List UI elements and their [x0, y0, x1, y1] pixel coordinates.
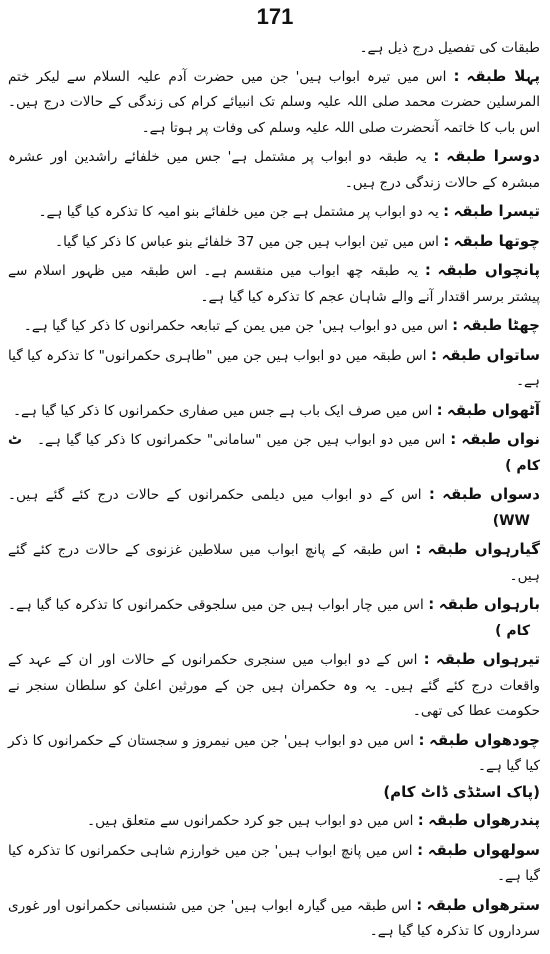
tabaqa-label: گیارہواں طبقہ: [427, 540, 541, 558]
tabaqa-label: چوتھا طبقہ: [453, 231, 540, 250]
label-separator: :: [418, 730, 425, 749]
watermark-text: WW): [492, 512, 530, 529]
tabaqa-text: اس میں دو ابواب ہیں' جن میں نیمروز و سجستان کے حکمرانوں کا ذکر کیا گیا ہے۔: [8, 732, 540, 774]
tabaqa-label: تیرہواں طبقہ: [435, 650, 540, 668]
tabaqa-paragraph: [8, 893, 540, 945]
label-separator: :: [428, 485, 435, 503]
label-separator: :: [443, 231, 450, 250]
label-separator: :: [453, 66, 460, 85]
tabaqa-paragraph: [8, 398, 540, 425]
tabaqa-label: دوسرا طبقہ: [446, 147, 540, 165]
watermark-text: کام ): [495, 622, 530, 639]
tabaqa-paragraph: [8, 482, 540, 534]
tabaqa-text: اس میں دو ابواب ہیں جن میں "سامانی" حکمرانوں کا ذکر کیا گیا ہے۔: [37, 432, 446, 448]
tabaqa-label: چھٹا طبقہ: [462, 316, 540, 334]
tabaqa-label: سترھواں طبقہ: [426, 895, 540, 914]
tabaqa-paragraph: [8, 343, 540, 395]
tabaqa-label: پانچواں طبقہ: [437, 261, 540, 279]
tabaqa-label: بارہواں طبقہ: [438, 595, 540, 613]
label-separator: :: [416, 895, 423, 914]
tabaqa-paragraph: [8, 144, 540, 196]
label-separator: :: [431, 345, 437, 364]
tabaqa-paragraph: [8, 728, 540, 806]
tabaqa-label: آٹھواں طبقہ: [446, 400, 540, 419]
label-separator: :: [424, 261, 431, 279]
watermark-text: (پاک اسٹڈی ڈاٹ کام): [383, 782, 540, 801]
tabaqa-text: اس میں تین ابواب ہیں جن میں 37 خلفائے بنو عباس کا ذکر کیا گیا۔: [55, 233, 439, 250]
tabaqa-label: دسواں طبقہ: [442, 485, 540, 503]
tabaqa-label: پندرھواں طبقہ: [428, 811, 540, 829]
tabaqa-paragraph: [8, 427, 540, 479]
tabaqa-paragraph: [8, 229, 540, 256]
tabaqa-paragraph: [8, 313, 540, 340]
tabaqa-label: تیسرا طبقہ: [453, 202, 540, 220]
tabaqa-paragraph: [8, 647, 540, 725]
label-separator: :: [436, 400, 443, 419]
tabaqa-text: اس میں تیرہ ابواب ہیں' جن میں حضرت آدم علیہ السلام سے لیکر ختم المرسلین حضرت محمد صلی اللہ علیہ وسلم تک انبیائے کرام کی زندگی کے حالات درج ہیں۔ اس باب کا خاتمہ آنحضرت صلی اللہ علیہ وسلم کی وفات پر ہوتا ہے۔: [8, 68, 540, 136]
tabaqa-text: یہ طبقہ دو ابواب پر مشتمل ہے' جس میں خلفائے راشدین اور عشرہ مبشرہ کے حالات زندگی درج ہیں۔: [8, 149, 540, 191]
tabaqa-label: چودھواں طبقہ: [429, 730, 540, 749]
tabaqa-paragraph: [8, 199, 540, 226]
tabaqa-text: اس میں دو ابواب ہیں' جن میں یمن کے تبابعہ حکمرانوں کا ذکر کیا گیا ہے۔: [23, 318, 448, 334]
page-body: [8, 36, 540, 948]
tabaqa-text: اس کے دو ابواب میں دیلمی حکمرانوں کے حالات درج کئے گئے ہیں۔: [8, 487, 422, 503]
label-separator: :: [428, 595, 435, 613]
label-separator: :: [450, 430, 457, 448]
tabaqa-text: اس طبقہ میں دو ابواب ہیں جن میں "طاہری حکمرانوں" کا تذکرہ کیا گیا ہے۔: [8, 347, 540, 389]
tabaqat-list: [8, 64, 540, 945]
label-separator: :: [423, 650, 430, 668]
tabaqa-paragraph: [8, 64, 540, 142]
label-separator: :: [417, 840, 424, 859]
page-number: 171: [256, 4, 294, 29]
tabaqa-paragraph: [8, 258, 540, 310]
tabaqa-text: اس طبقہ میں گیارہ ابواب ہیں' جن میں شنسبانی حکمرانوں اور غوری سرداروں کا تذکرہ کیا گیا ہے۔: [8, 897, 540, 939]
tabaqa-text: اس میں پانچ ابواب ہیں' جن میں خوارزم شاہی حکمرانوں کا تذکرہ کیا گیا ہے۔: [8, 842, 540, 884]
label-separator: :: [415, 540, 422, 558]
label-separator: :: [417, 811, 424, 829]
tabaqa-text: یہ دو ابواب پر مشتمل ہے جن میں خلفائے بنو امیہ کا تذکرہ کیا گیا ہے۔: [38, 204, 439, 220]
label-separator: :: [452, 316, 459, 334]
intro-paragraph: طبقات کی تفصیل درج ذیل ہے۔: [359, 40, 540, 56]
watermark-text: ٹ کام ): [8, 432, 540, 474]
tabaqa-label: ساتواں طبقہ: [441, 345, 540, 364]
tabaqa-label: پہلا طبقہ: [466, 66, 541, 85]
tabaqa-text: اس طبقہ کے پانچ ابواب میں سلاطین غزنوی کے حالات درج کئے گئے ہیں۔: [8, 542, 540, 584]
label-separator: :: [433, 147, 440, 165]
tabaqa-text: یہ طبقہ چھ ابواب میں منقسم ہے۔ اس طبقہ میں ظہور اسلام سے پیشتر برسر اقتدار آنے والے شاہان عجم کا تذکرہ کیا گیا ہے۔: [8, 263, 540, 305]
label-separator: :: [443, 202, 450, 220]
tabaqa-paragraph: [8, 592, 540, 644]
tabaqa-text: اس میں صرف ایک باب ہے جس میں صفاری حکمرانوں کا ذکر کیا گیا ہے۔: [13, 402, 433, 419]
tabaqa-paragraph: [8, 537, 540, 589]
tabaqa-text: اس میں دو ابواب ہیں جو کرد حکمرانوں سے متعلق ہیں۔: [87, 813, 414, 829]
tabaqa-label: سولھواں طبقہ: [427, 840, 541, 859]
tabaqa-text: اس میں چار ابواب ہیں جن میں سلجوقی حکمرانوں کا تذکرہ کیا گیا ہے۔: [8, 597, 424, 613]
tabaqa-paragraph: [8, 808, 540, 835]
tabaqa-text: اس کے دو ابواب میں سنجری حکمرانوں کے حالات اور ان کے عہد کے واقعات درج کئے گئے ہیں۔ یہ وہ حکمران ہیں جن کے مورثین اعلیٰ کو سلطان سنجر نے حکومت عطا کی تھی۔: [8, 652, 540, 719]
tabaqa-label: نواں طبقہ: [461, 430, 541, 448]
tabaqa-paragraph: [8, 838, 540, 890]
